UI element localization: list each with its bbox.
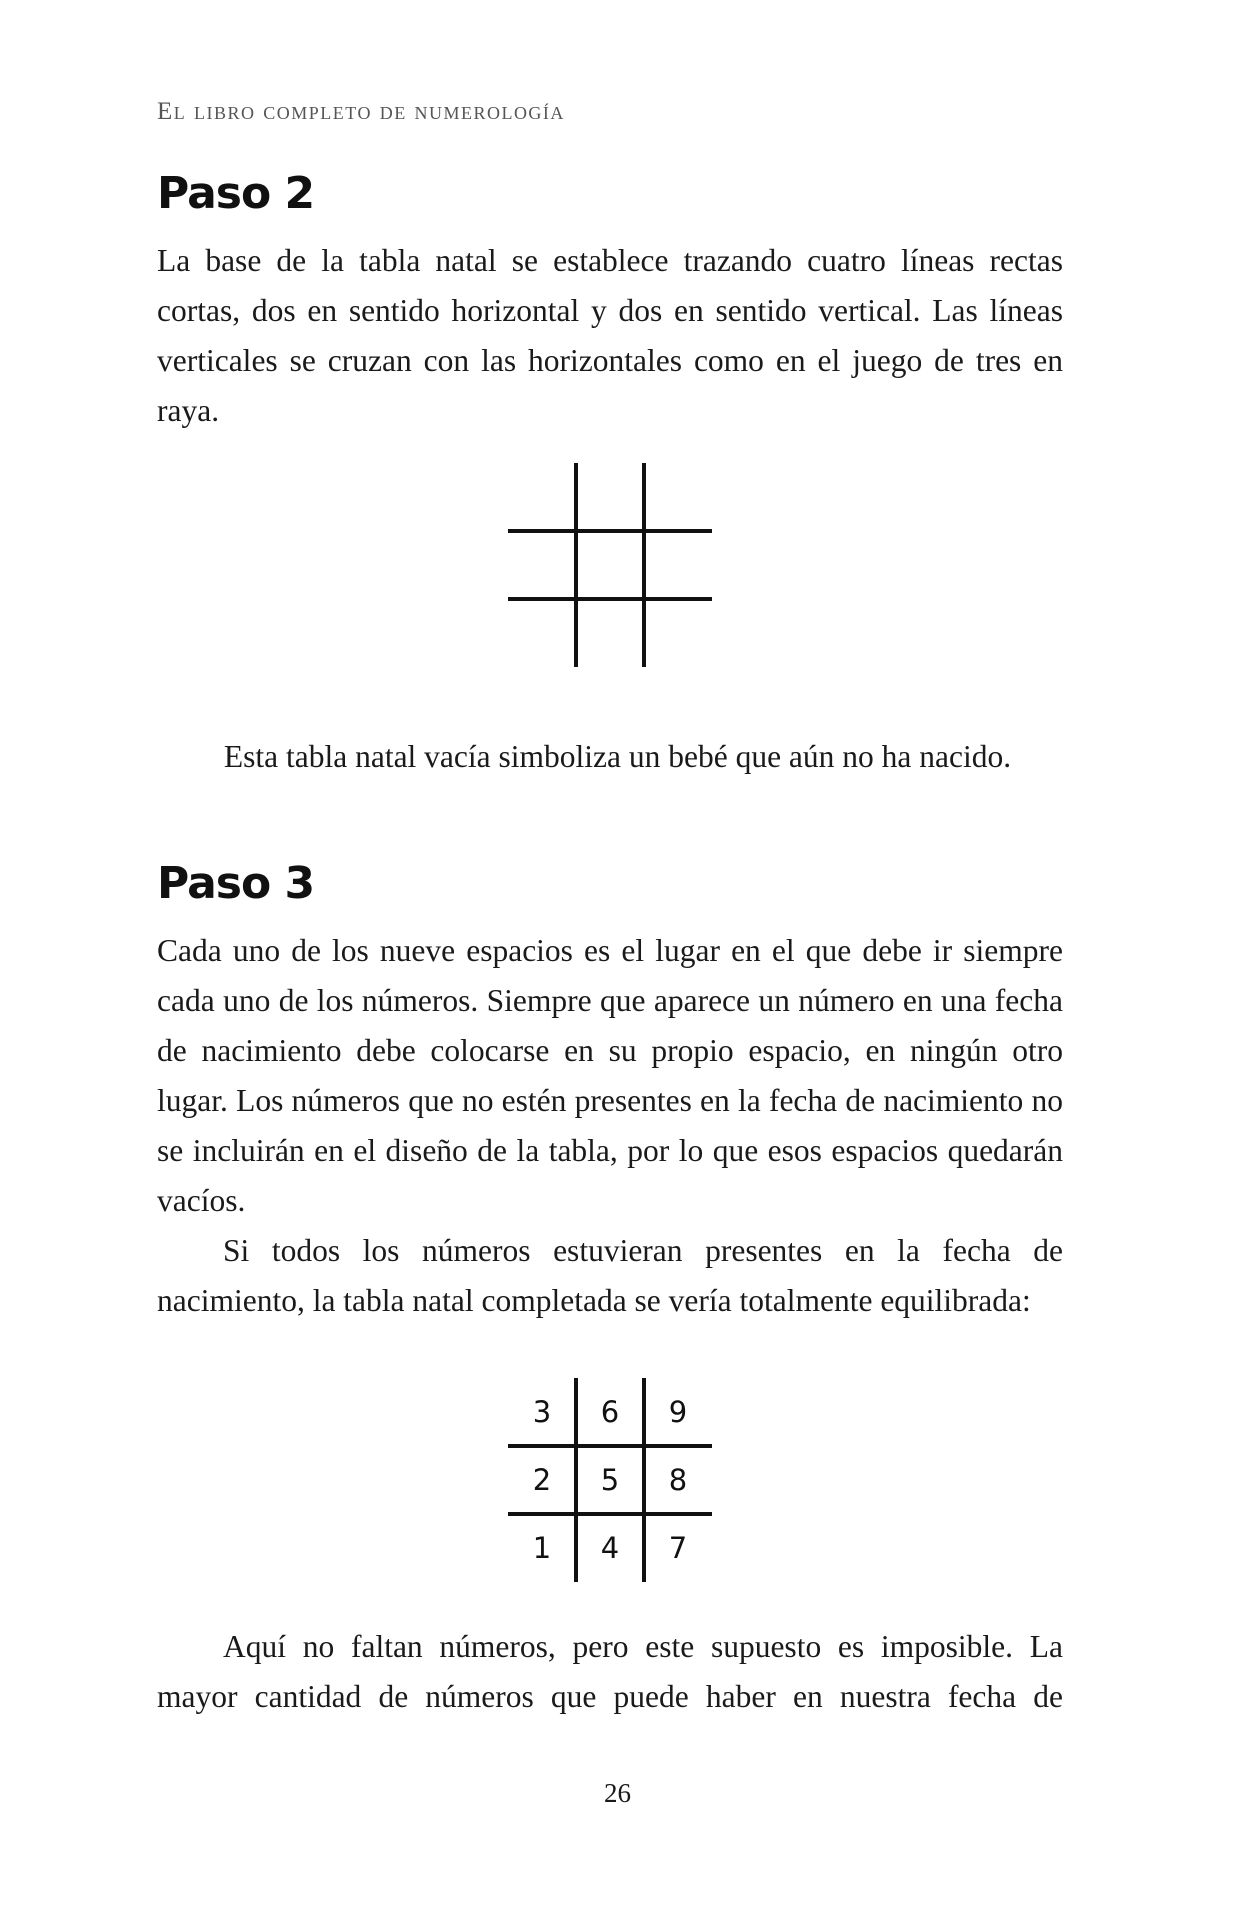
chart-cell: 6 <box>600 1395 620 1429</box>
page-number: 26 <box>604 1778 631 1808</box>
chart-cell: 9 <box>668 1395 688 1429</box>
chart-cell: 1 <box>532 1531 552 1565</box>
paragraph-paso-3-second: Si todos los números estuvieran presentes en la fecha de nacimiento, la tabla natal completada se vería totalmente equilibrada: <box>157 1233 1063 1318</box>
heading-paso-3: Paso 3 <box>157 858 315 909</box>
heading-paso-2: Paso 2 <box>157 168 315 219</box>
vertical-line-right <box>642 463 646 667</box>
chart-cell: 8 <box>668 1463 688 1497</box>
chart-cell: 7 <box>668 1531 688 1565</box>
chart-cell: 2 <box>532 1463 552 1497</box>
empty-chart-caption: Esta tabla natal vacía simboliza un bebé que aún no ha nacido. <box>223 739 1012 774</box>
chart-cell: 4 <box>600 1531 620 1565</box>
horizontal-line-bottom <box>508 597 712 601</box>
paragraph-paso-2: La base de la tabla natal se establece trazando cuatro líneas rectas cortas, dos en sentido horizontal y dos en sentido vertical. Las líneas verticales se cruzan con las horizontales como en el juego de tres en raya. <box>157 243 1063 428</box>
vertical-line-left <box>574 463 578 667</box>
chart-cell: 3 <box>532 1395 552 1429</box>
paragraph-paso-3-third: Aquí no faltan números, pero este supuesto es imposible. La mayor cantidad de números que puede haber en nuestra fecha de <box>157 1629 1063 1714</box>
complete-natal-chart <box>508 1378 712 1582</box>
running-head: El libro completo de numerología <box>157 98 565 125</box>
empty-natal-chart <box>508 463 712 667</box>
horizontal-line-top <box>508 529 712 533</box>
paragraph-paso-3-first: Cada uno de los nueve espacios es el lugar en el que debe ir siempre cada uno de los números. Siempre que aparece un número en una fecha de nacimiento debe colocarse en su propio espacio, en ningún otro lugar. Los números que no estén presentes en la fecha de nacimiento no se incluirán en el diseño de la tabla, por lo que esos espacios quedarán vacíos. <box>157 933 1063 1218</box>
chart-cell: 5 <box>600 1463 620 1497</box>
